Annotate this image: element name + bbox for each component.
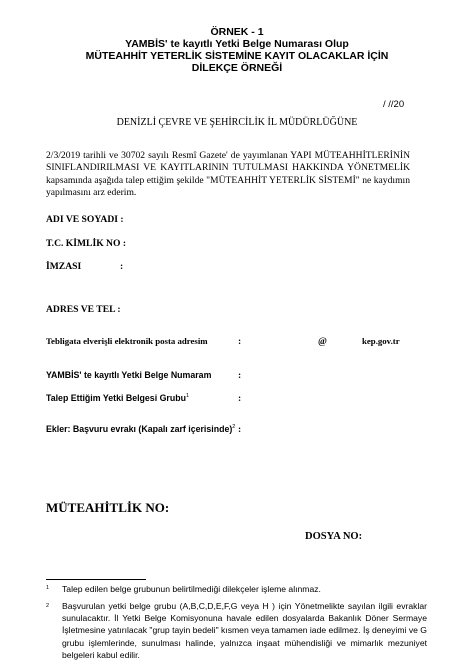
- header-line-system: MÜTEAHHİT YETERLİK SİSTEMİNE KAYIT OLACAKLAR İÇİN: [85, 50, 389, 62]
- group-label-text: Talep Ettiğim Yetki Belgesi Grubu: [46, 393, 186, 403]
- addressee: DENİZLİ ÇEVRE VE ŞEHİRCİLİK İL MÜDÜRLÜĞÜNE: [116, 117, 358, 128]
- yambis-colon: :: [238, 370, 242, 381]
- yambis-number-label: YAMBİS' te kayıtlı Yetki Belge Numaram: [46, 370, 212, 380]
- signature-label: İMZASI: [46, 261, 82, 272]
- header-line-yambis: YAMBİS' te kayıtlı Yetki Belge Numarası Olup: [125, 38, 349, 50]
- example-number: ÖRNEK - 1: [210, 26, 264, 38]
- group-label: [46, 393, 189, 403]
- group-colon: :: [238, 393, 242, 404]
- attachments-label-text: Ekler: Başvuru evrakı (Kapalı zarf içerisinde): [46, 424, 233, 434]
- email-domain: kep.gov.tr: [362, 336, 400, 346]
- signature-colon: :: [120, 261, 124, 272]
- email-at-sign: @: [318, 336, 327, 347]
- email-colon: :: [238, 336, 242, 347]
- document-title: DİLEKÇE ÖRNEĞİ: [191, 62, 283, 74]
- file-number-label: DOSYA NO:: [305, 531, 363, 542]
- attachments-label: [46, 424, 235, 434]
- footnote-ref-2: 2: [232, 424, 236, 430]
- contractor-number-label: MÜTEAHİTLİK NO:: [46, 500, 170, 515]
- footnote-2-text: Başvurulan yetki belge grubu (A,B,C,D,E,F,G veya H ) için Yönetmelikte sayılan ilgili evraklar sunulacaktır. İl Yetki Belge Komisyonuna havale edilen dosyalarda Bakanlık Döner Sermaye İşletmesine yatırılacak "grup tayin bedeli" kısmen veya tamamen iade edilmez. İş deneyimi ve G grubu işlemlerinde, sunulması halinde, yalnızca inşaat mühendisliği ve mimarlık mezuniyet belgeleri kabul edilir.: [62, 601, 427, 660]
- footnote-2-number: 2: [46, 603, 50, 609]
- name-label: ADI VE SOYADI :: [46, 214, 124, 225]
- footnote-ref-1: 1: [185, 393, 190, 399]
- attachments-colon: :: [238, 424, 242, 435]
- email-label: Tebligata elverişli elektronik posta adresim: [46, 336, 208, 346]
- date-field: / //20: [383, 99, 405, 110]
- tc-id-label: T.C. KİMLİK NO :: [46, 238, 127, 249]
- footnote-separator: [46, 579, 146, 580]
- footnote-1-text: Talep edilen belge grubunun belirtilmediği dilekçeler işleme alınmaz.: [62, 584, 321, 594]
- footnote-1-number: 1: [46, 585, 50, 591]
- petition-body: 2/3/2019 tarihli ve 30702 sayılı Resmî Gazete' de yayımlanan YAPI MÜTEAHHİTLERİNİN SINIFLANDIRILMASI VE KAYITLARININ TUTULMASI HAKKINDA YÖNETMELİK kapsamında aşağıda talep ettiğim şekilde "MÜTEAHHİT YETERLİK SİSTEMİ" ne kaydımın yapılmasını arz ederim.: [46, 150, 410, 198]
- address-label: ADRES VE TEL :: [46, 304, 121, 315]
